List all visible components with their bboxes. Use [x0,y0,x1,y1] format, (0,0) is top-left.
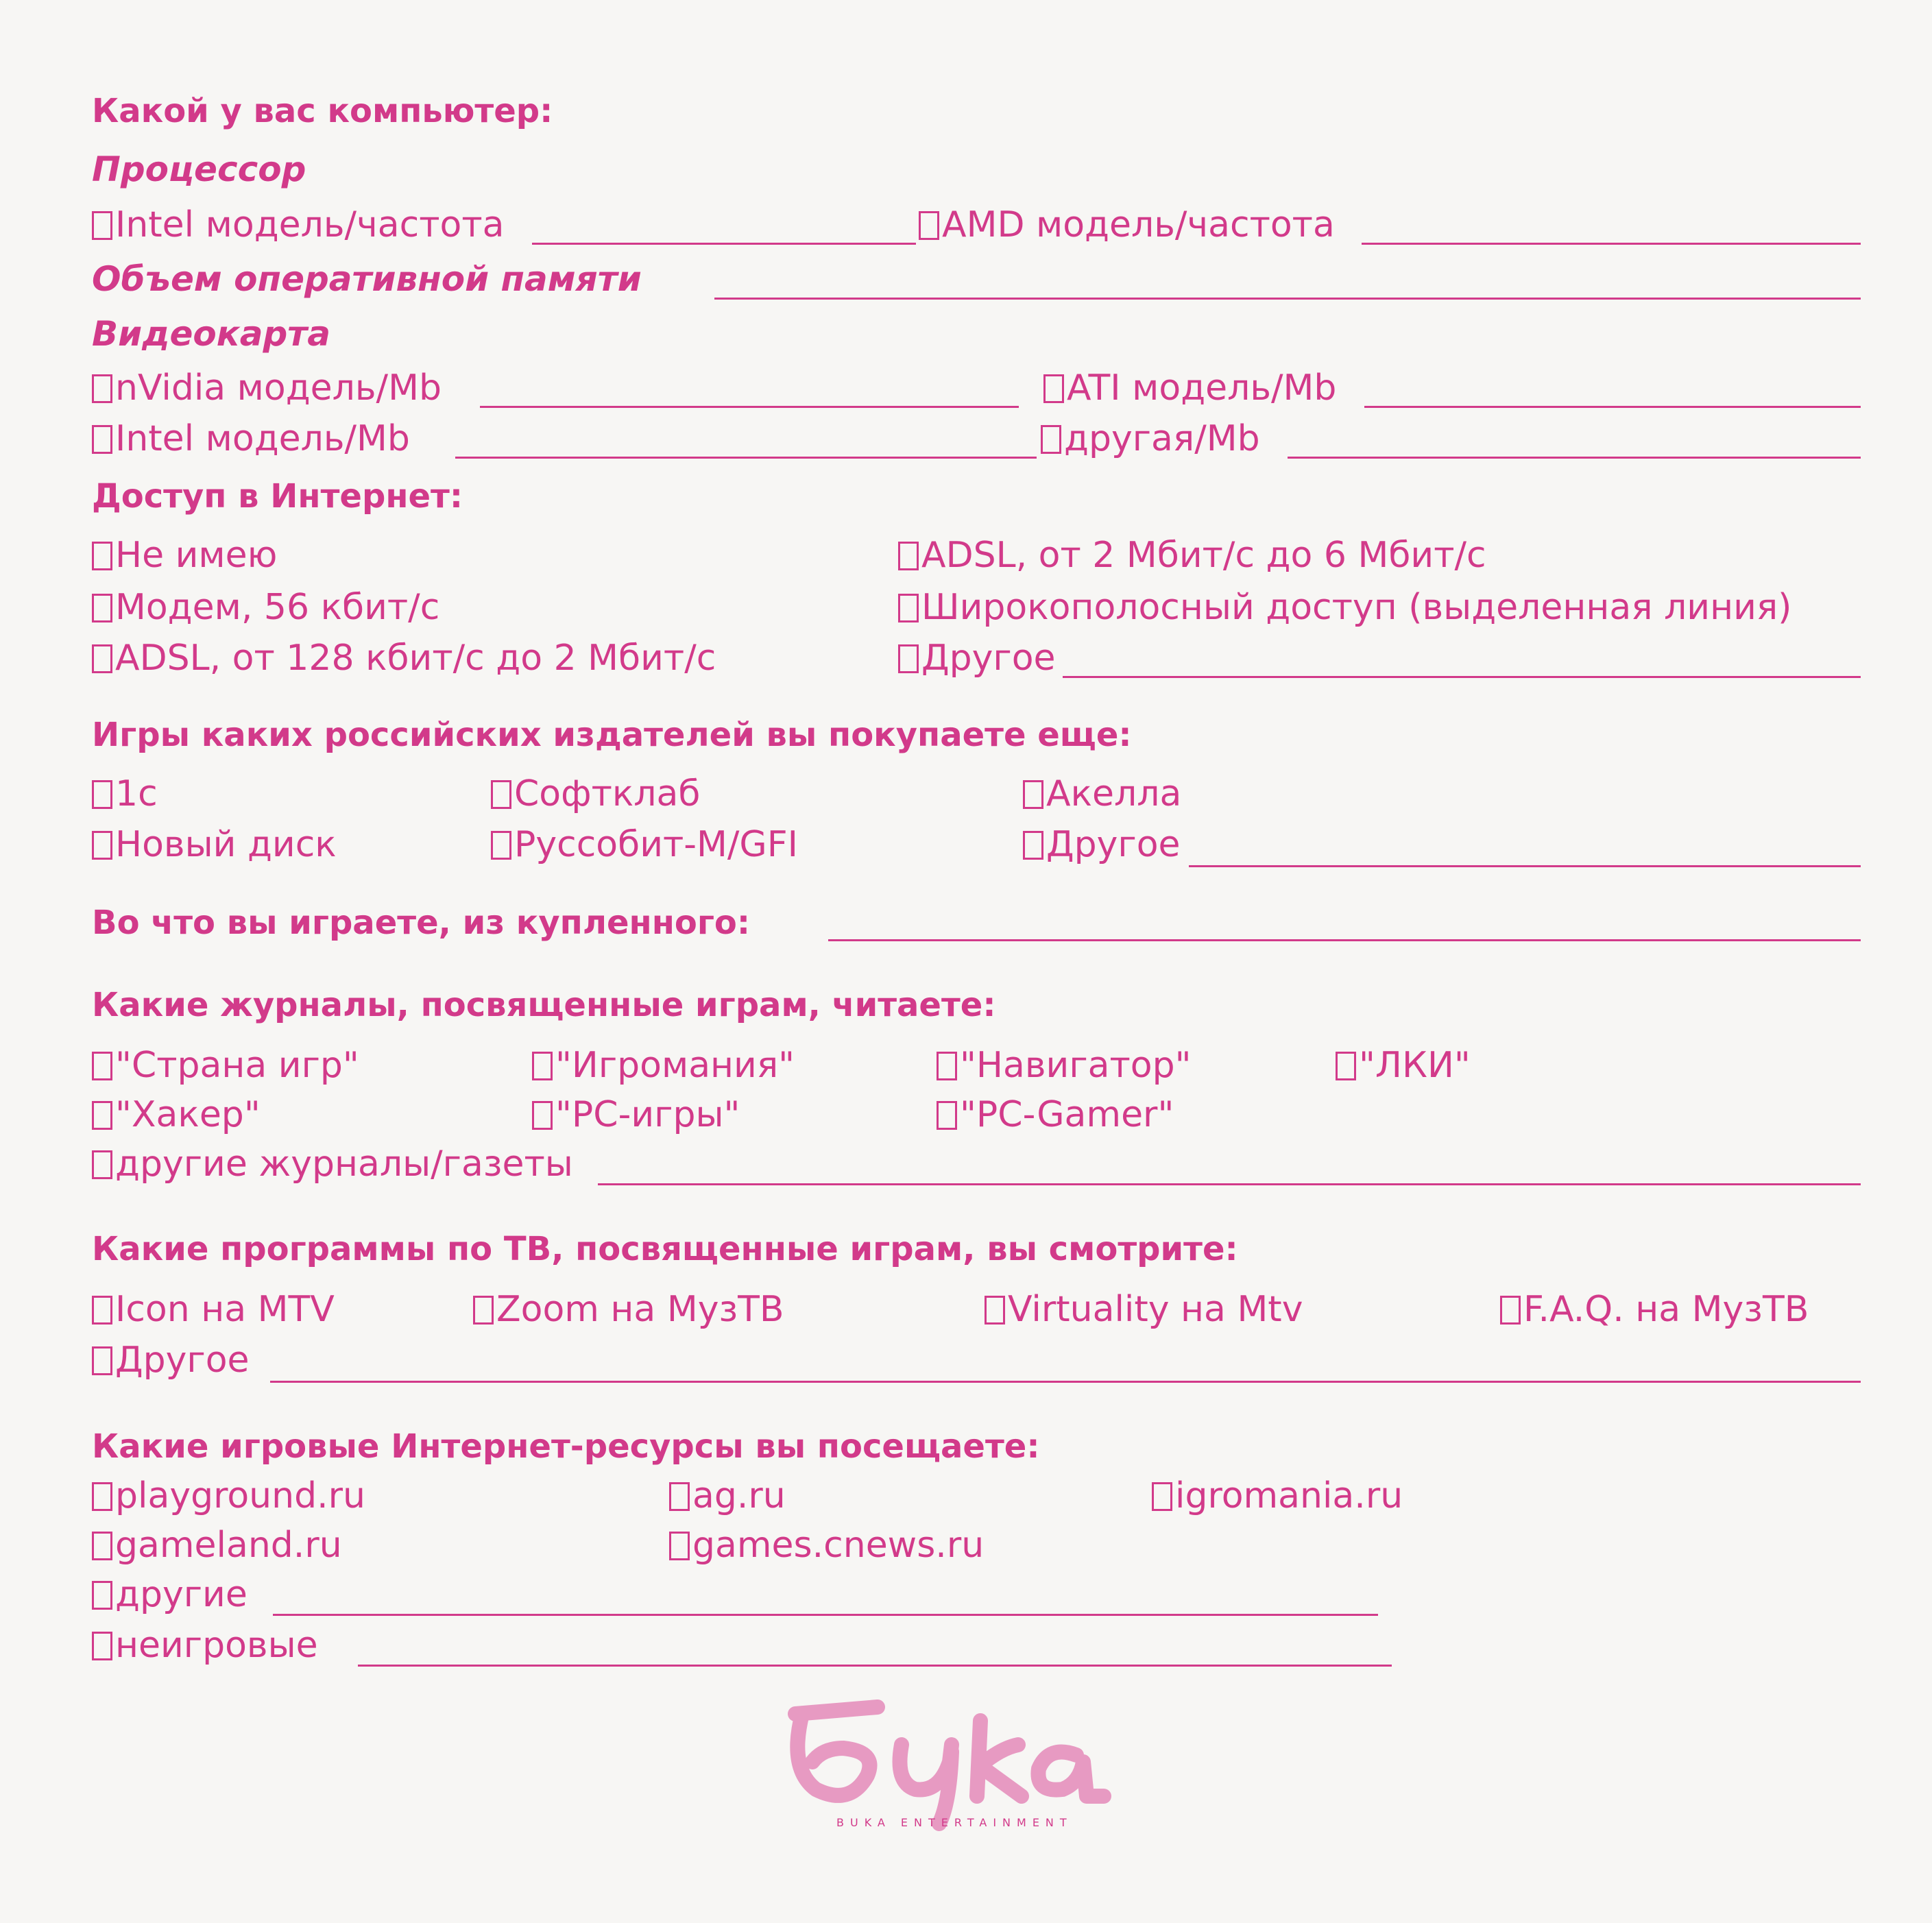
checkbox[interactable] [937,1101,957,1130]
cpu-amd-field[interactable] [1362,243,1861,245]
checkbox[interactable] [92,1150,112,1179]
playing-heading: Во что вы играете, из купленного: [92,904,751,942]
ram-field[interactable] [714,298,1861,300]
web-other-field[interactable] [273,1614,1378,1616]
publisher-option-1c[interactable] [92,773,158,814]
magazine-option-navigator[interactable] [937,1045,1192,1086]
cpu-heading: Процессор [92,149,306,189]
checkbox[interactable] [92,1632,112,1660]
checkbox[interactable] [532,1052,553,1080]
option-label: playground.ru [115,1475,365,1516]
cpu-intel-label: Intel модель/частота [115,204,505,245]
option-label: igromania.ru [1175,1475,1403,1516]
web-option-igromania[interactable] [1152,1475,1403,1516]
gpu-ati-field[interactable] [1364,406,1861,408]
checkbox[interactable] [92,831,112,860]
option-label: неигровые [115,1625,318,1666]
publisher-option-softclub[interactable] [491,773,701,814]
magazine-option-other[interactable] [92,1144,573,1185]
ram-heading: Объем оперативной памяти [92,259,642,299]
tv-option-zoom[interactable] [473,1289,784,1330]
cpu-amd-option[interactable] [919,204,1335,245]
option-label: Другое [115,1340,250,1381]
gpu-nvidia-option[interactable] [92,367,442,409]
option-label: Широкополосный доступ (выделенная линия) [921,587,1792,628]
checkbox[interactable] [92,1581,112,1610]
logo-subtitle: BUKA ENTERTAINMENT [836,1816,1073,1829]
internet-option-broadband[interactable] [898,587,1792,628]
magazine-option-igromania[interactable] [532,1045,795,1086]
checkbox[interactable] [937,1052,957,1080]
internet-option-other[interactable] [898,638,1056,679]
checkbox[interactable] [669,1532,690,1560]
option-label: "PC-игры" [555,1094,740,1135]
tv-heading: Какие программы по ТВ, посвященные играм, вы смотрите: [92,1230,1238,1268]
gpu-other-field[interactable] [1288,457,1861,459]
checkbox[interactable] [1023,780,1043,809]
magazine-option-pc-igry[interactable] [532,1094,740,1135]
option-label: "PC-Gamer" [960,1094,1174,1135]
option-label: другие журналы/газеты [115,1144,573,1185]
checkbox[interactable] [532,1101,553,1130]
internet-heading: Доступ в Интернет: [92,477,463,516]
checkbox[interactable] [1043,374,1064,403]
checkbox[interactable] [92,644,112,673]
buka-logo [775,1686,1159,1844]
gpu-nvidia-label: nVidia модель/Mb [115,367,442,409]
gpu-nvidia-field[interactable] [480,406,1019,408]
web-option-playground[interactable] [92,1475,365,1516]
internet-option-adsl-low[interactable] [92,638,716,679]
publisher-other-field[interactable] [1189,865,1861,867]
option-label: Другое [921,638,1056,679]
magazine-other-field[interactable] [598,1183,1861,1185]
option-label: другие [115,1574,247,1615]
checkbox[interactable] [491,780,511,809]
web-heading: Какие игровые Интернет-ресурсы вы посещаете: [92,1427,1040,1466]
checkbox[interactable] [92,374,112,403]
option-label: "ЛКИ" [1359,1045,1471,1086]
option-label: Zoom на МузТВ [496,1289,784,1330]
checkbox[interactable] [473,1296,494,1325]
checkbox[interactable] [92,425,112,454]
gpu-intel-label: Intel модель/Mb [115,418,410,459]
checkbox[interactable] [92,1101,112,1130]
gpu-other-label: другая/Mb [1064,418,1260,459]
option-label: Virtuality на Mtv [1008,1289,1303,1330]
internet-option-adsl-high[interactable] [898,535,1486,576]
option-label: ADSL, от 2 Мбит/с до 6 Мбит/с [921,535,1486,576]
gpu-ati-label: ATI модель/Mb [1067,367,1337,409]
checkbox[interactable] [92,211,112,240]
internet-option-none[interactable] [92,535,278,576]
internet-option-modem[interactable] [92,587,440,628]
tv-option-faq[interactable] [1500,1289,1809,1330]
checkbox[interactable] [985,1296,1005,1325]
option-label: Акелла [1046,773,1182,814]
publisher-option-akella[interactable] [1023,773,1182,814]
cpu-intel-field[interactable] [532,243,916,245]
checkbox[interactable] [669,1482,690,1511]
gpu-intel-option[interactable] [92,418,410,459]
gpu-ati-option[interactable] [1043,367,1337,409]
checkbox[interactable] [1336,1052,1356,1080]
checkbox[interactable] [92,1052,112,1080]
option-label: Icon на MTV [115,1289,335,1330]
option-label: Руссобит-М/GFI [514,824,798,865]
option-label: "Страна игр" [115,1045,359,1086]
checkbox[interactable] [1152,1482,1172,1511]
option-label: F.A.Q. на МузТВ [1523,1289,1809,1330]
checkbox[interactable] [491,831,511,860]
publisher-option-russobit[interactable] [491,824,798,865]
publisher-option-other[interactable] [1023,824,1181,865]
checkbox[interactable] [1500,1296,1521,1325]
web-option-non-gaming[interactable] [92,1625,318,1666]
publisher-option-novyi-disk[interactable] [92,824,337,865]
magazine-option-strana-igr[interactable] [92,1045,359,1086]
web-option-other[interactable] [92,1574,247,1615]
magazine-option-lki[interactable] [1336,1045,1471,1086]
publishers-heading: Игры каких российских издателей вы покупаете еще: [92,716,1132,754]
option-label: "Игромания" [555,1045,795,1086]
checkbox[interactable] [92,594,112,622]
option-label: ag.ru [692,1475,786,1516]
option-label: 1с [115,773,158,814]
web-option-gameland[interactable] [92,1525,342,1566]
playing-field[interactable] [828,939,1861,941]
checkbox[interactable] [92,1532,112,1560]
cpu-intel-option[interactable] [92,204,505,245]
gpu-heading: Видеокарта [92,314,330,354]
option-label: Новый диск [115,824,337,865]
magazines-heading: Какие журналы, посвященные играм, читаете: [92,986,996,1024]
gpu-other-option[interactable] [1041,418,1260,459]
checkbox[interactable] [919,211,939,240]
option-label: "Хакер" [115,1094,261,1135]
checkbox[interactable] [1041,425,1061,454]
option-label: Не имею [115,535,278,576]
option-label: ADSL, от 128 кбит/с до 2 Мбит/с [115,638,716,679]
checkbox[interactable] [92,1296,112,1325]
tv-other-field[interactable] [270,1381,1861,1383]
magazine-option-pc-gamer[interactable] [937,1094,1174,1135]
checkbox[interactable] [898,644,919,673]
checkbox[interactable] [92,1346,112,1375]
option-label: Модем, 56 кбит/с [115,587,440,628]
checkbox[interactable] [92,542,112,570]
checkbox[interactable] [898,542,919,570]
tv-option-other[interactable] [92,1340,250,1381]
cpu-amd-label: AMD модель/частота [942,204,1335,245]
web-option-ag[interactable] [669,1475,786,1516]
checkbox[interactable] [898,594,919,622]
option-label: Другое [1046,824,1181,865]
checkbox[interactable] [92,780,112,809]
magazine-option-haker[interactable] [92,1094,261,1135]
computer-heading: Какой у вас компьютер: [92,92,553,130]
tv-option-virtuality[interactable] [985,1289,1303,1330]
option-label: "Навигатор" [960,1045,1192,1086]
option-label: gameland.ru [115,1525,342,1566]
checkbox[interactable] [92,1482,112,1511]
option-label: games.cnews.ru [692,1525,985,1566]
web-option-games-cnews[interactable] [669,1525,985,1566]
web-non-gaming-field[interactable] [358,1665,1392,1667]
option-label: Софтклаб [514,773,701,814]
tv-option-icon-mtv[interactable] [92,1289,335,1330]
checkbox[interactable] [1023,831,1043,860]
internet-other-field[interactable] [1063,676,1861,678]
gpu-intel-field[interactable] [455,457,1037,459]
